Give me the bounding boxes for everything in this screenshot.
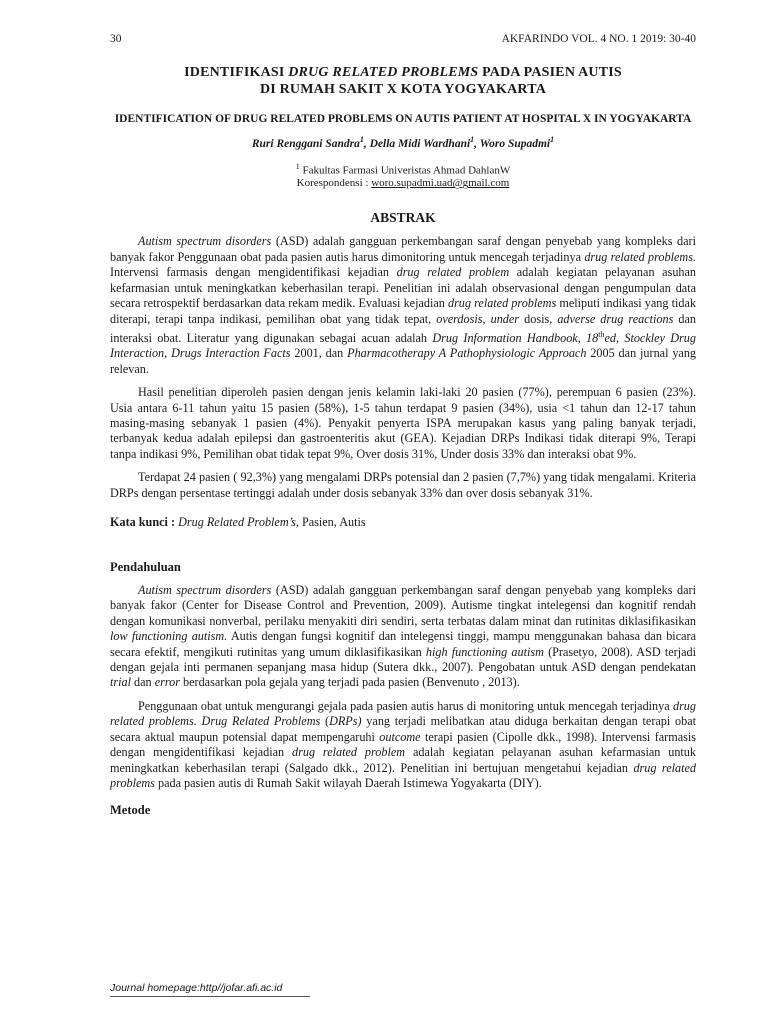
title-line2: DI RUMAH SAKIT X KOTA YOGYAKARTA: [259, 82, 547, 97]
author-separator: ,: [474, 137, 480, 150]
keywords-rest: Pasien, Autis: [298, 515, 366, 530]
journal-header: AKFARINDO VOL. 4 NO. 1 2019: 30-40: [501, 33, 696, 45]
author-2: Della Midi Wardhani: [369, 137, 471, 150]
correspondence-label: Korespondensi :: [296, 177, 372, 190]
keywords-italic: Drug Related Problem’s,: [178, 515, 299, 530]
text-run: (: [320, 714, 330, 729]
italic-run: outcome: [379, 729, 421, 744]
keywords: [110, 515, 696, 530]
journal-homepage-link[interactable]: Journal homepage:http//jofar.afi.ac.id: [110, 982, 283, 994]
text-run: Penggunaan obat untuk mengurangi gejala pada pasien autis harus di monitoring untuk mencegah terjadinya: [138, 698, 673, 713]
text-run: dosis,: [519, 311, 558, 326]
superscript-run: th: [598, 329, 605, 339]
affiliation-marker: 1: [295, 161, 300, 171]
english-title: IDENTIFICATION OF DRUG RELATED PROBLEMS ON AUTIS PATIENT AT HOSPITAL X IN YOGYAKARTA: [114, 113, 692, 125]
abstract-paragraph-2: Hasil penelitian diperoleh pasien dengan jenis kelamin laki-laki 20 pasien (77%), perempuan 6 pasien (23%). Usia antara 6-11 tahun yaitu 15 pasien (58%), 1-5 tahun terdapat 9 pasien (34%), usia <1 tahun dan 12-17 tahun masing-masing sebanyak 1 pasien (4%). Penyakit penyerta ISPA merupakan kasus yang paling banyak terjadi, terbanyak kedua adalah epilepsi dan gastroenteritis akut (GEA). Kejadian DRPs Indikasi tidak diterapi 9%, Terapi tanpa indikasi 9%, Pemilihan obat tidak tepat 9%, Over dosis 31%, Under dosis 33% dan interaksi obat 9%.: [110, 385, 696, 461]
italic-run: overdosis, under: [436, 311, 520, 326]
italic-run: low functioning autism.: [110, 629, 228, 644]
text-run: berdasarkan pola gejala yang terjadi pada pasien (Benvenuto , 2013).: [179, 675, 520, 690]
keywords-label: Kata kunci :: [110, 515, 179, 530]
intro-paragraph-2: [110, 699, 696, 791]
italic-run: error: [154, 675, 180, 690]
author-1: Ruri Renggani Sandra: [251, 137, 360, 150]
italic-run: drug related problems.: [584, 249, 696, 264]
text-run: (ASD) adalah gangguan perkembangan saraf dengan penyebab yang kompleks dari banyak fakor Penggunaan obat pada pasien autis harus dimonitoring untuk mencegah terjadinya: [110, 234, 696, 264]
text-run: Intervensi farmasis dengan mengidentifikasi kejadian: [110, 265, 397, 280]
abstract-paragraph-1: [110, 234, 696, 377]
text-run: 2005 dan jurnal yang relevan.: [110, 346, 697, 376]
italic-run: Pharmacotherapy A Pathophysiologic Approach: [347, 346, 587, 361]
text-run: (ASD) adalah gangguan perkembangan saraf dengan penyebab yang kompleks dari banyak fakor (Center for Disease Control and Prevention, 2009). Autisme tingkat intelegensi dan kognitif rendah dengan komunikasi nonverbal, perilaku menyakiti diri sendiri, serta terbatas dalam minat dan rutinitas diklasifikasikan: [110, 583, 696, 628]
author-3-affil: 1: [550, 135, 555, 144]
abstract-paragraph-3: Terdapat 24 pasien ( 92,3%) yang mengalami DRPs potensial dan 2 pasien (7,7%) yang tidak mengalami. Kriteria DRPs dengan persentase tertinggi adalah under dosis sebanyak 33% dan over dosis sebanyak 31%.: [110, 470, 696, 500]
abstract-heading: ABSTRAK: [370, 210, 436, 226]
italic-run: drug related problems: [110, 760, 696, 790]
author-3: Woro Supadmi: [479, 137, 551, 150]
intro-heading: Pendahuluan: [110, 560, 181, 575]
italic-run: high functioning autism: [425, 644, 544, 659]
text-run: pada pasien autis di Rumah Sakit wilayah Daerah Istimewa Yogyakarta (DIY).: [154, 775, 542, 790]
methods-heading: Metode: [110, 803, 151, 818]
paper-content: [110, 64, 696, 818]
paper-title: [110, 64, 696, 98]
text-run: yang terjadi melibatkan atau diduga berkaitan dengan terapi obat secara aktual maupun potensial dapat mempengaruhi: [110, 714, 696, 744]
text-run: (Prasetyo, 2008). ASD terjadi dengan gejala inti permanen sepanjang masa hidup (Sutera dkk., 2007). Pengobatan untuk ASD dengan pendekatan: [110, 644, 696, 675]
author-1-affil: 1: [359, 135, 364, 144]
text-run: terapi pasien (Cipolle dkk., 1998). Intervensi farmasis dengan mengidentifikasi kejadian: [110, 729, 696, 760]
italic-run: drug related problems: [447, 296, 557, 311]
italic-run: drug related problem: [396, 265, 510, 280]
affiliation-text: Fakultas Farmasi Univeristas Ahmad DahlanW: [302, 164, 511, 177]
text-run: adalah kegiatan pelayanan asuhan kefarmasian untuk meningkatkan keberhasilan terapi (Salgado dkk., 2012). Penelitian ini bertujuan mengetahui kejadian: [110, 745, 696, 775]
correspondence-email-link[interactable]: woro.supadmi.uad@gmail.com: [371, 177, 510, 190]
text-run: adalah kegiatan pelayanan asuhan kefarmasian untuk meningkatkan keberhasilan terapi. Penelitian ini adalah observasional dengan pengumpulan data secara retrospektif berdasarkan data rekam medik. Evaluasi kejadian: [110, 265, 697, 311]
text-run: dan interaksi obat. Literatur yang digunakan sebagai acuan adalah: [110, 311, 696, 345]
footer-divider: [110, 996, 310, 997]
author-2-affil: 1: [470, 135, 475, 144]
title-part3: PADA PASIEN AUTIS: [478, 65, 622, 80]
italic-run: adverse drug reactions: [557, 311, 674, 326]
affiliation: [110, 160, 696, 191]
author-list: [110, 135, 696, 150]
italic-run: Autism spectrum disorders: [138, 234, 272, 249]
italic-run: drug related problem: [292, 745, 406, 760]
italic-run: Drug Information Handbook, 18: [432, 330, 599, 345]
italic-run: Autism spectrum disorders: [138, 583, 272, 598]
italic-run: drug related problems. Drug Related Problems: [110, 698, 696, 729]
italic-run: DRPs): [329, 714, 362, 729]
page-number: 30: [110, 33, 122, 45]
text-run: 2001, dan: [290, 346, 348, 361]
text-run: meliputi indikasi yang tidak diterapi, terapi tanpa indikasi, pemilihan obat yang tidak tepat,: [110, 296, 696, 326]
text-run: Autis dengan fungsi kognitif dan intelegensi tinggi, mampu menggunakan bahasa dan bicara secara efektif, mengikuti rutinitas yang umum diklasifikasikan: [110, 629, 696, 659]
title-italic-part: DRUG RELATED PROBLEMS: [288, 65, 479, 80]
title-part1: IDENTIFIKASI: [184, 65, 289, 80]
italic-run: ed, Stockley Drug Interaction, Drugs Interaction Facts: [110, 330, 696, 361]
intro-paragraph-1: [110, 583, 696, 691]
author-separator: ,: [363, 137, 370, 150]
italic-run: trial: [110, 675, 131, 690]
text-run: dan: [131, 675, 155, 690]
